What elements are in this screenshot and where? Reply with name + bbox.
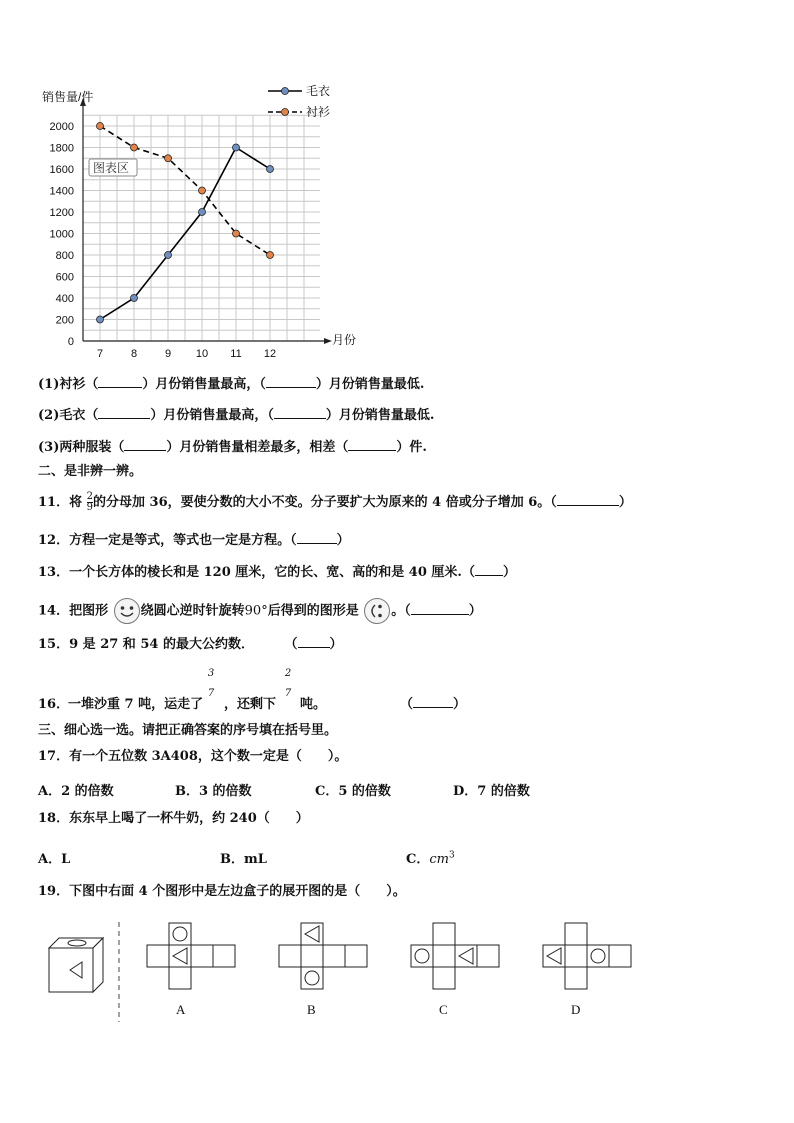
cube-box-figure [49,938,103,992]
q2-text-c: ）月份销售量最低. [325,408,435,423]
chart-axes [80,98,332,344]
question-18 [38,810,309,828]
q14-text-d: 。（ [391,603,411,619]
fraction-numerator: 2 [86,491,94,502]
answer-blank[interactable] [557,492,619,506]
fraction-2-7 [283,668,293,700]
y-tick-label: 400 [55,293,74,305]
q14-end: ） [468,603,482,619]
q16-end: ） [453,697,467,712]
y-tick-label: 200 [55,314,74,327]
y-axis-label: 销售量/件 [42,90,94,104]
fraction-denominator: 7 [284,688,292,699]
legend-label-sweater: 毛衣 [306,84,331,98]
y-tick-label: 0 [67,336,74,348]
chart-question-1 [38,374,424,394]
q12-text: 方程一定是等式，等式也一定是方程。（ [69,533,297,548]
question-14 [38,597,482,625]
net-b-label[interactable]: B [307,1002,316,1017]
chart-area-tag-text: 图表区 [93,161,130,175]
q18-option-c[interactable] [406,848,455,867]
q13-end: ） [502,565,516,580]
q14-degree: 90° [244,603,268,619]
data-point-shirt [199,187,206,194]
sales-line-chart [0,0,794,370]
question-15 [38,634,343,654]
cube-net-figures [0,910,794,1035]
q18-option-c-letter: C． [406,852,430,867]
q14-number: 14． [38,603,70,619]
answer-blank[interactable] [348,437,396,451]
x-tick-label: 7 [96,348,104,360]
q15-open: （ [284,637,298,652]
net-d-label[interactable]: D [571,1002,581,1017]
q2-text-a: (2)毛衣（ [38,408,99,423]
q18-option-b[interactable]: B．mL [220,852,267,867]
question-17 [38,748,347,766]
chart-area-tag [89,159,137,176]
y-tick-label: 1000 [49,228,74,241]
q3-text-c: ）件. [396,440,427,455]
question-19 [38,883,406,901]
q14-text-b: 绕圆心逆时针旋转 [140,603,245,619]
q19-text: 下图中右面 4 个图形中是左边盒子的展开图的是（ ）。 [69,884,406,899]
q15-number: 15． [38,637,70,652]
q18-text: 东东早上喝了一杯牛奶，约 240（ ） [69,811,309,826]
q3-text-a: (3)两种服装（ [38,440,125,455]
q17-text: 有一个五位数 3A408，这个数一定是（ ）。 [69,749,348,764]
answer-blank[interactable] [297,530,337,544]
fraction-3-7 [206,668,216,700]
legend-label-shirt: 衬衫 [306,105,331,119]
answer-blank[interactable] [298,634,330,648]
fraction-numerator: 3 [207,668,215,679]
q16-text-a: 一堆沙重 7 吨，运走了 [68,697,204,712]
q17-option-d[interactable]: D．7 的倍数 [453,784,530,799]
chart-legend [268,84,330,119]
q14-text-a: 把图形 [69,603,109,619]
legend-marker-shirt [282,109,289,116]
data-point-shirt [97,123,104,130]
q12-number: 12． [38,533,70,548]
net-b-figure [279,923,367,989]
data-point-shirt [267,252,274,259]
q12-end: ） [336,533,350,548]
y-tick-label: 1200 [49,207,74,219]
q11-number: 11． [38,495,70,510]
rotated-smiley-face-icon [363,597,391,625]
q11-text-b: 的分母加 36，要使分数的大小不变。分子要扩大为原来的 4 倍或分子增加 6。（ [93,495,557,510]
data-point-shirt [131,144,138,151]
y-tick-label: 2000 [49,121,74,133]
net-c-label[interactable]: C [439,1002,448,1017]
data-point-sweater [267,166,274,173]
q16-text-b: ，还剩下 [224,697,277,712]
q1-text-a: (1)衬衫（ [38,377,99,392]
net-d-figure [543,923,631,989]
question-11 [38,492,632,513]
y-tick-label: 1800 [49,142,74,155]
q11-text-c: ） [618,495,632,510]
fraction-denominator: 9 [86,502,94,513]
data-point-sweater [199,209,206,216]
q16-text-c: 吨。 [300,697,327,712]
question-13 [38,562,516,582]
q13-number: 13． [38,565,70,580]
y-tick-label: 1400 [49,185,74,198]
q17-option-a[interactable]: A．2 的倍数 [38,784,114,799]
q17-number: 17． [38,749,70,764]
x-tick-label: 11 [230,348,242,360]
q15-text: 9 是 27 和 54 的最大公约数． [69,637,254,652]
y-tick-label: 1600 [49,164,74,176]
answer-blank[interactable] [266,374,316,388]
q16-number: 16． [38,697,70,712]
data-point-sweater [131,295,138,302]
answer-blank[interactable] [274,405,326,419]
section-2-heading: 二、是非辨一辨。 [38,464,143,479]
q18-number: 18． [38,811,70,826]
y-tick-label: 600 [55,271,74,284]
smiley-face-icon [113,597,141,625]
data-point-shirt [165,155,172,162]
x-tick-label: 9 [164,348,172,360]
chart-question-3 [38,437,427,457]
answer-blank[interactable] [98,405,150,419]
y-tick-label: 800 [55,250,74,262]
data-point-sweater [165,252,172,259]
data-point-shirt [233,230,240,237]
q18-option-c-exponent: 3 [448,850,455,861]
x-tick-label: 12 [263,348,277,360]
x-axis-arrow [324,338,332,344]
answer-blank[interactable] [475,562,503,576]
x-tick-label: 8 [130,348,138,360]
q15-end: ） [329,637,343,652]
answer-blank[interactable] [411,601,469,615]
q18-option-c-unit: cm [429,852,449,867]
answer-blank[interactable] [98,374,142,388]
q3-text-b: ）月份销售量相差最多，相差（ [166,440,349,455]
x-axis-label: 月份 [332,333,357,347]
fraction-denominator: 7 [207,688,215,699]
q1-text-b: ）月份销售量最高，（ [142,377,266,392]
q17-option-b[interactable]: B．3 的倍数 [175,784,252,799]
net-c-figure [411,923,499,989]
q14-text-c: 后得到的图形是 [267,603,359,619]
legend-marker-sweater [282,88,289,95]
fraction-numerator: 2 [284,668,292,679]
q18-option-a[interactable]: A．L [38,852,71,867]
chart-question-2 [38,405,434,425]
section-3-heading: 三、细心选一选。请把正确答案的序号填在括号里。 [38,723,338,738]
q13-text: 一个长方体的棱长和是 120 厘米，它的长、宽、高的和是 40 厘米.（ [69,565,475,580]
data-point-sweater [233,144,240,151]
x-tick-label: 10 [195,348,209,360]
q19-number: 19． [38,884,70,899]
answer-blank[interactable] [124,437,166,451]
q16-open: （ [400,697,414,712]
q17-option-c[interactable]: C．5 的倍数 [315,784,391,799]
net-a-figure [147,923,235,989]
q1-text-c: ）月份销售量最低. [315,377,425,392]
q2-text-b: ）月份销售量最高，（ [150,408,274,423]
net-a-label[interactable]: A [176,1002,186,1017]
data-point-sweater [97,316,104,323]
question-12 [38,530,350,550]
q11-text-a: 将 [69,495,83,510]
answer-blank[interactable] [413,694,453,708]
